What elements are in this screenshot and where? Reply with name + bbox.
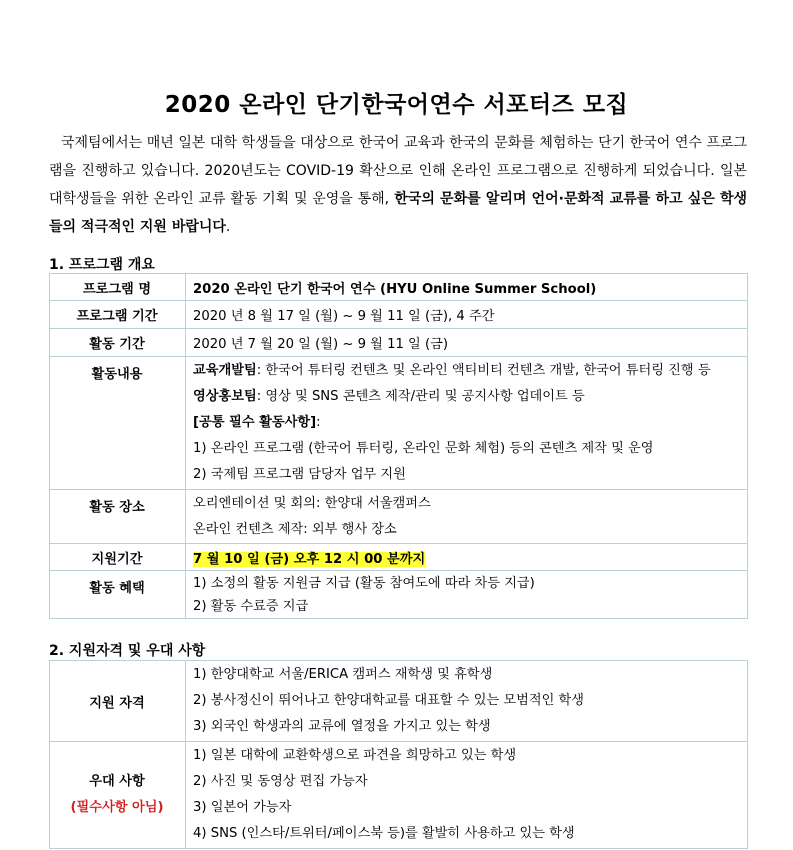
row-label: 활동 장소	[50, 490, 186, 544]
qualification-item: 1) 한양대학교 서울/ERICA 캠퍼스 재학생 및 휴학생	[193, 667, 493, 682]
qualification-cell	[186, 661, 748, 742]
apply-period-cell	[186, 544, 748, 571]
apply-deadline: 7 월 10 일 (금) 오후 12 시 00 분까지	[193, 551, 426, 567]
qualification-item: 3) 외국인 학생과의 교류에 열정을 가지고 있는 학생	[193, 719, 491, 734]
intro-paragraph	[49, 129, 747, 241]
activity-content-cell	[186, 357, 748, 490]
page-title: 2020 온라인 단기한국어연수 서포터즈 모집	[164, 92, 629, 118]
team-name: 영상홍보팀	[193, 389, 257, 404]
row-label: 활동 혜택	[50, 571, 186, 619]
intro-text: 국제팀에서는 매년 일본 대학 학생들을 대상으로 한국어 교육과 한국의 문화를 체험하는 단기 한국어 연수 프로그램을 진행하고 있습니다. 2020년도는 COVID-19 확산으로 인해 온라인 프로그램으로 진행하게 되었습니다. 일본 대학생들을 위한 온라인 교류 활동 기획 및 운영을 통해,	[49, 135, 747, 207]
table-row	[50, 490, 748, 544]
content-line	[193, 384, 739, 410]
row-label: 프로그램 기간	[50, 301, 186, 329]
preference-cell	[186, 742, 748, 849]
preference-item: 2) 사진 및 동영상 편집 가능자	[193, 774, 368, 789]
preference-item: 1) 일본 대학에 교환학생으로 파견을 희망하고 있는 학생	[193, 748, 517, 763]
preference-item: 4) SNS (인스타/트위터/페이스북 등)를 활발히 사용하고 있는 학생	[193, 826, 575, 841]
team-desc: : 영상 및 SNS 콘텐츠 제작/관리 및 공지사항 업데이트 등	[256, 389, 585, 404]
table-row	[50, 357, 748, 490]
activity-place-cell	[186, 490, 748, 544]
team-name: 교육개발팀	[193, 363, 257, 378]
section1-title: 1. 프로그램 개요	[49, 257, 155, 273]
table-row	[50, 329, 748, 357]
table-row	[50, 661, 748, 742]
section2-title: 2. 지원자격 및 우대 사항	[49, 643, 206, 659]
place-line: 온라인 컨텐츠 제작: 외부 행사 장소	[193, 521, 397, 537]
benefit-cell	[186, 571, 748, 619]
row-label: 프로그램 명	[50, 274, 186, 301]
table-row	[50, 571, 748, 619]
content-line	[193, 410, 739, 436]
content-line: 1) 온라인 프로그램 (한국어 튜터링, 온라인 문화 체험) 등의 콘텐츠 제작 및 운영	[193, 441, 654, 456]
row-label: 지원기간	[50, 544, 186, 571]
benefit-line: 2) 활동 수료증 지급	[193, 598, 309, 614]
preference-label-cell	[50, 742, 186, 849]
table-row	[50, 301, 748, 329]
table-row	[50, 274, 748, 301]
benefit-line: 1) 소정의 활동 지원금 지급 (활동 참여도에 따라 차등 지급)	[193, 575, 535, 591]
team-desc: : 한국어 튜터링 컨텐츠 및 온라인 액티비티 컨텐츠 개발, 한국어 튜터링 진행 등	[256, 363, 711, 378]
row-label: 활동 기간	[50, 329, 186, 357]
qualification-item: 2) 봉사정신이 뛰어나고 한양대학교를 대표할 수 있는 모범적인 학생	[193, 693, 585, 708]
program-overview-table	[49, 273, 748, 619]
row-label: 활동내용	[50, 357, 186, 490]
activity-period-value: 2020 년 7 월 20 일 (월) ~ 9 월 11 일 (금)	[186, 329, 748, 357]
place-line: 오리엔테이션 및 회의: 한양대 서울캠퍼스	[193, 495, 431, 511]
table-row	[50, 544, 748, 571]
common-title: [공통 필수 활동사항]	[193, 415, 317, 430]
preference-note: (필수사항 아님)	[70, 800, 164, 815]
common-colon: :	[316, 415, 321, 430]
intro-end: .	[225, 219, 231, 235]
program-name-value: 2020 온라인 단기 한국어 연수 (HYU Online Summer School)	[186, 274, 748, 301]
table-row	[50, 742, 748, 849]
intro-emphasis: 한국의 문화를 알리며 언어·문화적 교류를 하고 싶은 학생들의 적극적인 지원 바랍니다	[49, 191, 747, 235]
content-line	[193, 358, 739, 384]
preference-label: 우대 사항	[89, 774, 145, 789]
content-line: 2) 국제팀 프로그램 담당자 업무 지원	[193, 467, 406, 482]
qualification-label: 지원 자격	[50, 661, 186, 742]
preference-item: 3) 일본어 가능자	[193, 800, 292, 815]
qualification-table	[49, 660, 748, 849]
program-period-value: 2020 년 8 월 17 일 (월) ~ 9 월 11 일 (금), 4 주간	[186, 301, 748, 329]
